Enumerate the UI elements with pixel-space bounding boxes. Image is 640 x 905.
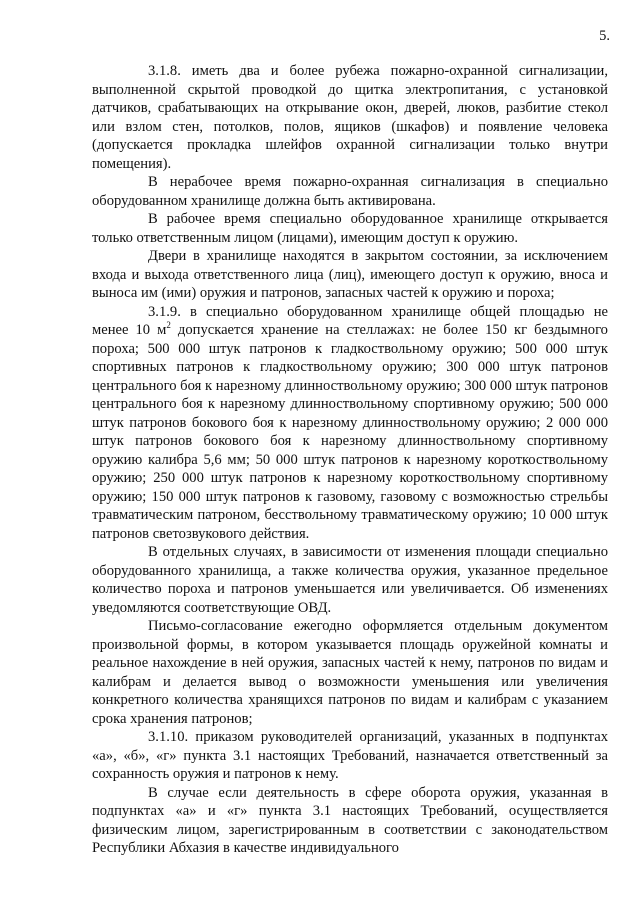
paragraph-3-1-10: 3.1.10. приказом руководителей организаций, указанных в подпунктах «а», «б», «г» пункта 3.1 настоящих Требований, назначается ответственный за сохранность оружия и патронов к нему.: [92, 729, 608, 782]
paragraph-limits-change: В отдельных случаях, в зависимости от изменения площади специально оборудованного хранилища, а также количества оружия, указанное предельное количество пороха и патронов уменьшается или увеличивается. Об изменениях уведомляются соответствующие ОВД.: [92, 544, 608, 616]
paragraph-alarm-off-hours: В нерабочее время пожарно-охранная сигнализация в специально оборудованном хранилище должна быть активирована.: [92, 174, 608, 209]
paragraph-3-1-9-rest: допускается хранение на стеллажах: не более 150 кг бездымного пороха; 500 000 штук патронов к гладкоствольному оружию; 500 000 штук спортивных патронов к гладкоствольному оружию; 300 000 штук патронов центрального боя к нарезному длинноствольному оружию; 300 000 штук патронов центрального боя к нарезному длинноствольному спортивному оружию; 500 000 штук патронов бокового боя к нарезному длинноствольному оружию; 2 000 000 штук патронов бокового боя к нарезному длинноствольному спортивному оружию калибра 5,6 мм; 50 000 штук патронов к нарезному короткоствольному оружию; 250 000 штук патронов к нарезному короткоствольному спортивному оружию; 150 000 штук патронов к газовому, газовому с возможностью стрельбы травматическим патроном, бесствольному травматическому оружию; 10 000 штук патронов светозвукового действия.: [92, 322, 608, 542]
paragraph-3-1-9-start: 3.1.9. в специально оборудованном хранилище общей площадью не менее 10 м: [92, 303, 608, 338]
paragraph-individual-entrepreneur: В случае если деятельность в сфере оборота оружия, указанная в подпунктах «а» и «г» пункта 3.1 настоящих Требований, осуществляется физическим лицом, зарегистрированным в соответствии с законодательством Республики Абхазия в качестве индивидуального: [92, 784, 608, 856]
paragraph-doors: Двери в хранилище находятся в закрытом состоянии, за исключением входа и выхода ответственного лица (лиц), имеющего доступ к оружию, вноса и выноса им (ими) оружия и патронов, запасных частей к оружию и пороха;: [92, 248, 608, 301]
document-body: [92, 62, 608, 858]
paragraph-3-1-8: 3.1.8. иметь два и более рубежа пожарно-охранной сигнализации, выполненной скрытой проводкой до щитка электропитания, с установкой датчиков, срабатывающих на открывание окон, дверей, люков, разбитие стекол или взлом стен, потолков, полов, ящиков (шкафов) и появление человека (допускается прокладка шлейфов охранной сигнализации только внутри помещения).: [92, 63, 608, 172]
paragraph-3-1-9: [92, 303, 608, 544]
square-superscript: 2: [166, 320, 171, 331]
paragraph-approval-letter: Письмо-согласование ежегодно оформляется отдельным документом произвольной формы, в котором указывается площадь оружейной комнаты и реальное нахождение в ней оружия, запасных частей к нему, патронов по видам и калибрам и делается вывод о возможности уменьшения или увеличения конкретного количества хранящихся патронов по видам и калибрам с указанием срока хранения патронов;: [92, 618, 608, 727]
paragraph-working-hours: В рабочее время специально оборудованное хранилище открывается только ответственным лицом (лицами), имеющим доступ к оружию.: [92, 211, 608, 246]
page-number: 5.: [599, 28, 610, 44]
